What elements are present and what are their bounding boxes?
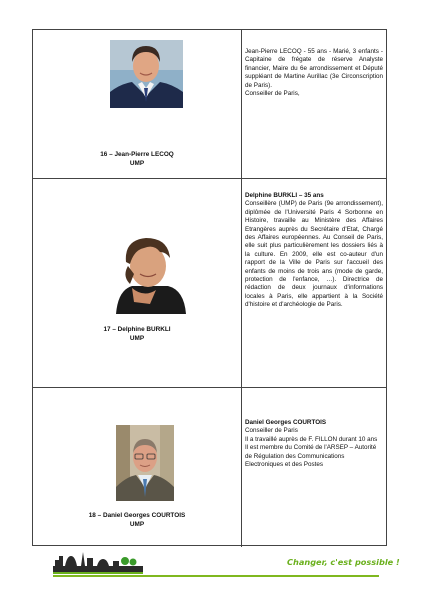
party-label: UMP — [129, 335, 145, 342]
bio-paragraph: Conseillère (UMP) de Paris (9e arrondissement), diplômée de l'Université Paris 4 Sorbonne en Histoire, travaille au Ministère des Affaires Etrangères auprès du Secrétaire d'Etat, Chargé des Affaires européennes. Au Conseil de Paris, elle suit plus particulièrement les dossiers liés à la culture. En 2009, elle est co-auteur d'un rapport de la Ville de Paris sur l'accueil des enfants de moins de trois ans (mode de garde, protection de l'enfance, …). Directrice de rédaction de deux journaux d'informations locales à Paris, elle appartient à la Société d'histoire et d'archéologie de Paris. — [245, 200, 383, 309]
candidate-bio — [245, 192, 383, 310]
bio-paragraph: Conseiller de Paris — [245, 427, 298, 435]
candidate-caption: 17 – Delphine BURKLI — [103, 326, 171, 333]
party-label: UMP — [129, 521, 145, 528]
column-divider — [241, 30, 242, 178]
candidate-photo — [110, 232, 190, 314]
candidate-row — [33, 178, 386, 387]
candidate-bio — [245, 48, 383, 98]
column-divider — [241, 388, 242, 547]
candidate-photo — [110, 40, 183, 108]
bio-paragraph: Il est membre du Comité de l'ARSEP – Autorité de Régulation des Communications Electroniques et des Postes — [245, 444, 377, 469]
bio-paragraph: Il a travaillé auprès de F. FILLON durant 10 ans — [245, 435, 378, 443]
bio-paragraph: Jean-Pierre LECOQ - 55 ans - Marié, 3 enfants - Capitaine de frégate de réserve Analyste financier, Maire du 6e arrondissement et Député suppléant de Martine Aurillac (3e Circonscription de Paris). — [245, 48, 383, 89]
candidate-row — [33, 387, 386, 547]
candidate-caption: 18 – Daniel Georges COURTOIS — [88, 512, 186, 519]
bio-heading: Daniel Georges COURTOIS — [245, 419, 327, 426]
paris-skyline-logo — [53, 550, 143, 576]
column-divider — [241, 179, 242, 387]
footer-divider — [53, 575, 379, 577]
candidate-row — [33, 30, 386, 178]
bio-paragraph: Conseiller de Paris, — [245, 90, 300, 98]
candidate-caption: 16 – Jean-Pierre LECOQ — [100, 151, 174, 158]
footer-slogan: Changer, c'est possible ! — [287, 557, 400, 567]
candidate-bio — [245, 419, 383, 469]
bio-heading: Delphine BURKLI – 35 ans — [245, 192, 324, 199]
party-label: UMP — [129, 160, 145, 167]
candidate-table — [32, 29, 387, 546]
candidate-photo — [116, 425, 174, 501]
